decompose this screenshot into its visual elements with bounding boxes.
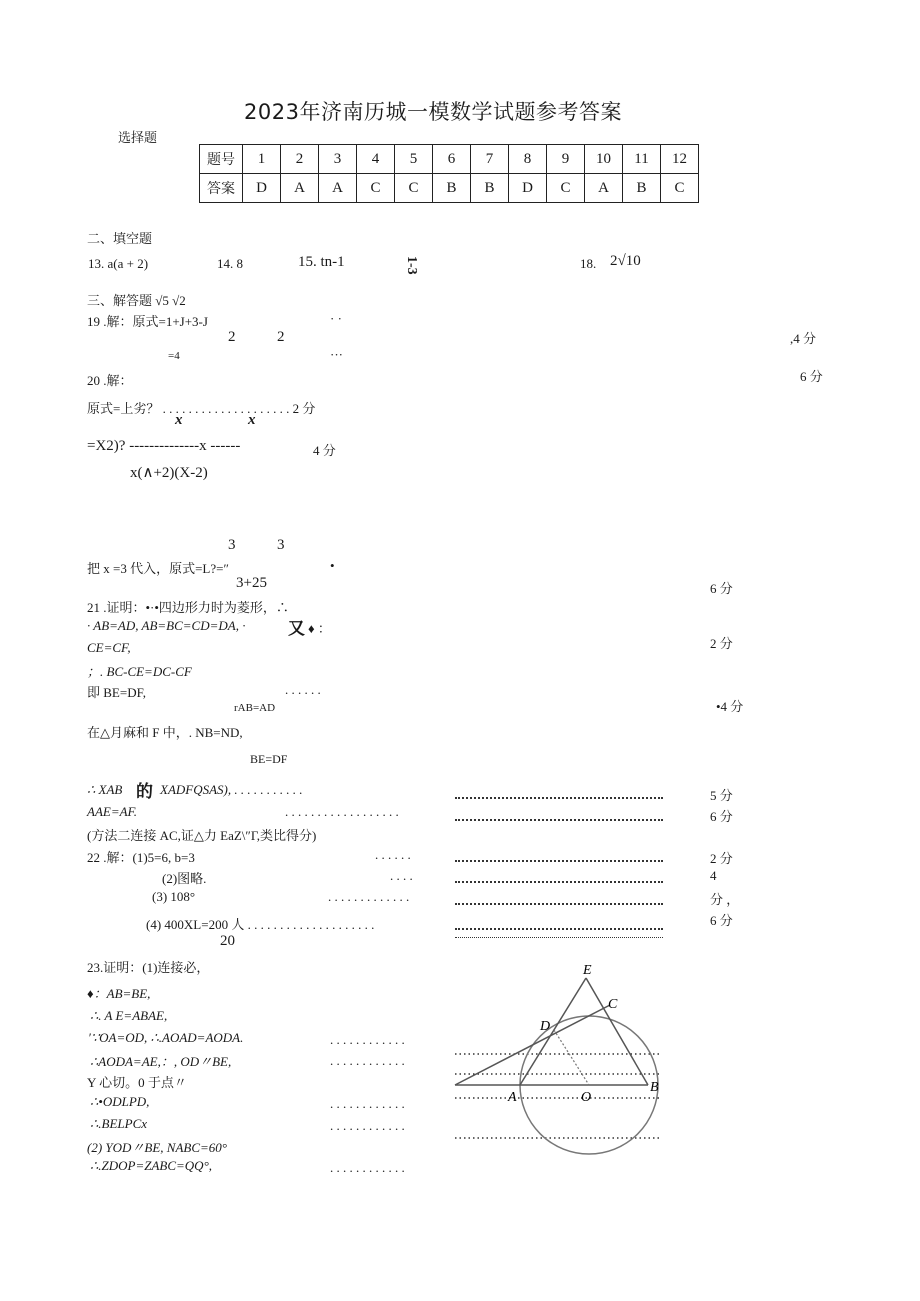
q21-score4: 6 分 [710,809,733,824]
q21-line7b: 的 [136,782,153,801]
q20-x2: x [248,412,256,428]
q19-den1: 2 [228,329,236,345]
table-cell: D [509,174,547,203]
q23-line9: (2) YOD〃BE, NABC=60° [87,1140,227,1155]
q22-score1: 2 分 [710,851,733,866]
q21-line4: ；. BC-CE=DC-CF [87,664,192,679]
q21-line9: (方法二连接 AC,证△力 EaZ\″Γ,类比得分) [87,828,317,843]
table-row-numbers [200,145,699,174]
solve-heading: 三、解答题 √5 √2 [87,293,186,308]
table-cell: 10 [585,145,623,174]
q21-score2: •4 分 [716,699,744,714]
q23-line3: ∴. A E=ABAE, [90,1008,168,1023]
q22-score3: 6 分 [710,913,733,928]
label-d: D [540,1019,551,1034]
q21-line6: 在△月麻和 F 中，. NB=ND, [87,725,243,740]
segment-od [554,1030,589,1085]
q23-line10: ∴.ZDOP=ZABC=QQ°, [90,1158,213,1173]
table-cell: 11 [623,145,661,174]
q20-score4: 6 分 [710,581,733,596]
q22-score2a: 4 [710,868,717,883]
q20-label: 20 .解： [87,373,133,388]
q20-num2: 3 [277,537,285,553]
q22-line1: 22 .解：(1)5=6, b=3 [87,850,195,865]
fill-heading: 二、填空题 [87,232,153,247]
table-cell: 3 [319,145,357,174]
table-cell: C [395,174,433,203]
q21-line2b: 又 [288,619,305,638]
q20-x1: x [175,412,183,428]
q21-line2c: ♦ ： [308,621,331,636]
table-cell: B [433,174,471,203]
q19-dots2: ··· [330,347,343,362]
table-cell: A [281,174,319,203]
q23-line4: ′∵OA=OD, ∴.AOAD=AODA. [88,1030,244,1045]
q19-line2: =4 [168,350,180,362]
answer-14: 14. 8 [217,256,243,271]
answer-18-label: 18. [580,256,597,271]
table-cell: 7 [471,145,509,174]
q22-dots2: . . . . [390,868,413,883]
answer-15: 15. tn-1 [298,254,345,270]
q23-line6: Y 心切。0 于点〃 [87,1075,187,1090]
q23-dots: . . . . . . . . . . . . [330,1160,405,1175]
q21-line7: ∴ XAB [87,782,123,797]
dotted-separator [455,819,663,821]
q20-line4: 把 x =3 代入，原式=L?=″ [87,561,229,576]
table-row-answers [200,174,699,203]
table-cell: B [623,174,661,203]
dotted-separator [455,903,663,905]
q20-num1: 3 [228,537,236,553]
q23-dots: . . . . . . . . . . . . [330,1032,405,1047]
q21-score1: 2 分 [710,636,733,651]
q22-line3: (3) 108° [152,889,196,904]
q19-dots: · · [330,311,342,326]
q21-dots8: . . . . . . . . . . . . . . . . . . [285,804,399,819]
q20-score2: 4 分 [313,443,336,458]
answer-16: 1-3 [404,256,419,275]
q22-dots1: . . . . . . [375,847,411,862]
q20-line1: 原式=上劣？ . . . . . . . . . . . . . . . . . . . . 2 分 [87,401,316,416]
q19-line1: 19 .解：原式=1+J+3-J [87,314,208,329]
q22-score2b: 分 ， [710,892,740,907]
q23-line2: ♦：AB=BE, [87,986,151,1001]
table-cell: C [547,174,585,203]
table-cell: 8 [509,145,547,174]
q21-line2: · AB=AD, AB=BC=CD=DA, · [87,618,246,633]
q21-line3: CE=CF, [87,640,131,655]
table-cell: 9 [547,145,585,174]
section-choice-label: 选择题 [118,131,158,146]
dotted-separator [455,881,663,883]
q23-line7: ∴•ODLPD, [90,1094,150,1109]
q22-line2: (2)图略. [162,871,207,886]
q23-dots: . . . . . . . . . . . . [330,1053,405,1068]
label-o: O [581,1090,592,1105]
dotted-separator [455,928,663,930]
label-e: E [583,963,592,978]
answer-table [199,144,699,203]
label-c: C [608,997,618,1012]
table-cell: 5 [395,145,433,174]
table-header-answer: 答案 [200,174,243,203]
segment-eb [586,978,648,1085]
q22-line5: 20 [220,933,235,949]
dotted-separator [455,860,663,862]
q21-brace1: rAB=AD [234,702,276,714]
q23-dots: . . . . . . . . . . . . [330,1096,405,1111]
geometry-figure [450,958,680,1158]
q19-score1: ,4 分 [790,331,817,346]
q22-line4: (4) 400XL=200 人 . . . . . . . . . . . . . . . . . . . . [146,917,375,932]
table-header-number: 题号 [200,145,243,174]
table-cell: C [357,174,395,203]
q21-brace3: BE=DF [250,752,288,766]
q21-line8: AAE=AF. [87,804,138,819]
table-cell: 1 [243,145,281,174]
table-cell: 2 [281,145,319,174]
answer-13: 13. a(a + 2) [88,256,149,271]
q21-score3: 5 分 [710,788,733,803]
q20-line2: =X2)? --------------x ------ [87,438,241,454]
table-cell: 6 [433,145,471,174]
table-cell: 12 [661,145,699,174]
tangent-line [455,1005,610,1085]
table-cell: 4 [357,145,395,174]
dotted-separator [455,797,663,799]
q21-line7c: XADFQSAS), . . . . . . . . . . . [160,782,303,797]
q20-line5: 3+25 [236,575,267,591]
table-cell: B [471,174,509,203]
table-cell: A [585,174,623,203]
q21-dots5: . . . . . . [285,682,321,697]
q23-line5: ∴AODA=AE,：, OD〃BE, [90,1054,232,1069]
q20-line3: x(∧+2)(X-2) [130,465,208,481]
dotted-separator [455,937,663,938]
q20-bullet: • [330,558,335,573]
q19-den2: 2 [277,329,285,345]
table-cell: A [319,174,357,203]
label-a: A [508,1090,517,1105]
q21-line5: 即 BE=DF, [87,685,147,700]
q23-dots: . . . . . . . . . . . . [330,1118,405,1133]
page-title: 2023年济南历城一模数学试题参考答案 [244,100,622,124]
segment-ae [520,978,586,1085]
q22-dots3: . . . . . . . . . . . . . [328,889,410,904]
q21-line1: 21 .证明：•·•四边形力时为菱形，∴ [87,600,289,615]
q23-line1: 23.证明：(1)连接必， [87,960,210,975]
q19-score2: 6 分 [800,369,823,384]
table-cell: C [661,174,699,203]
answer-18-value: 2√10 [610,253,641,269]
q23-line8: ∴.BELPCx [90,1116,148,1131]
table-cell: D [243,174,281,203]
label-b: B [650,1080,659,1095]
